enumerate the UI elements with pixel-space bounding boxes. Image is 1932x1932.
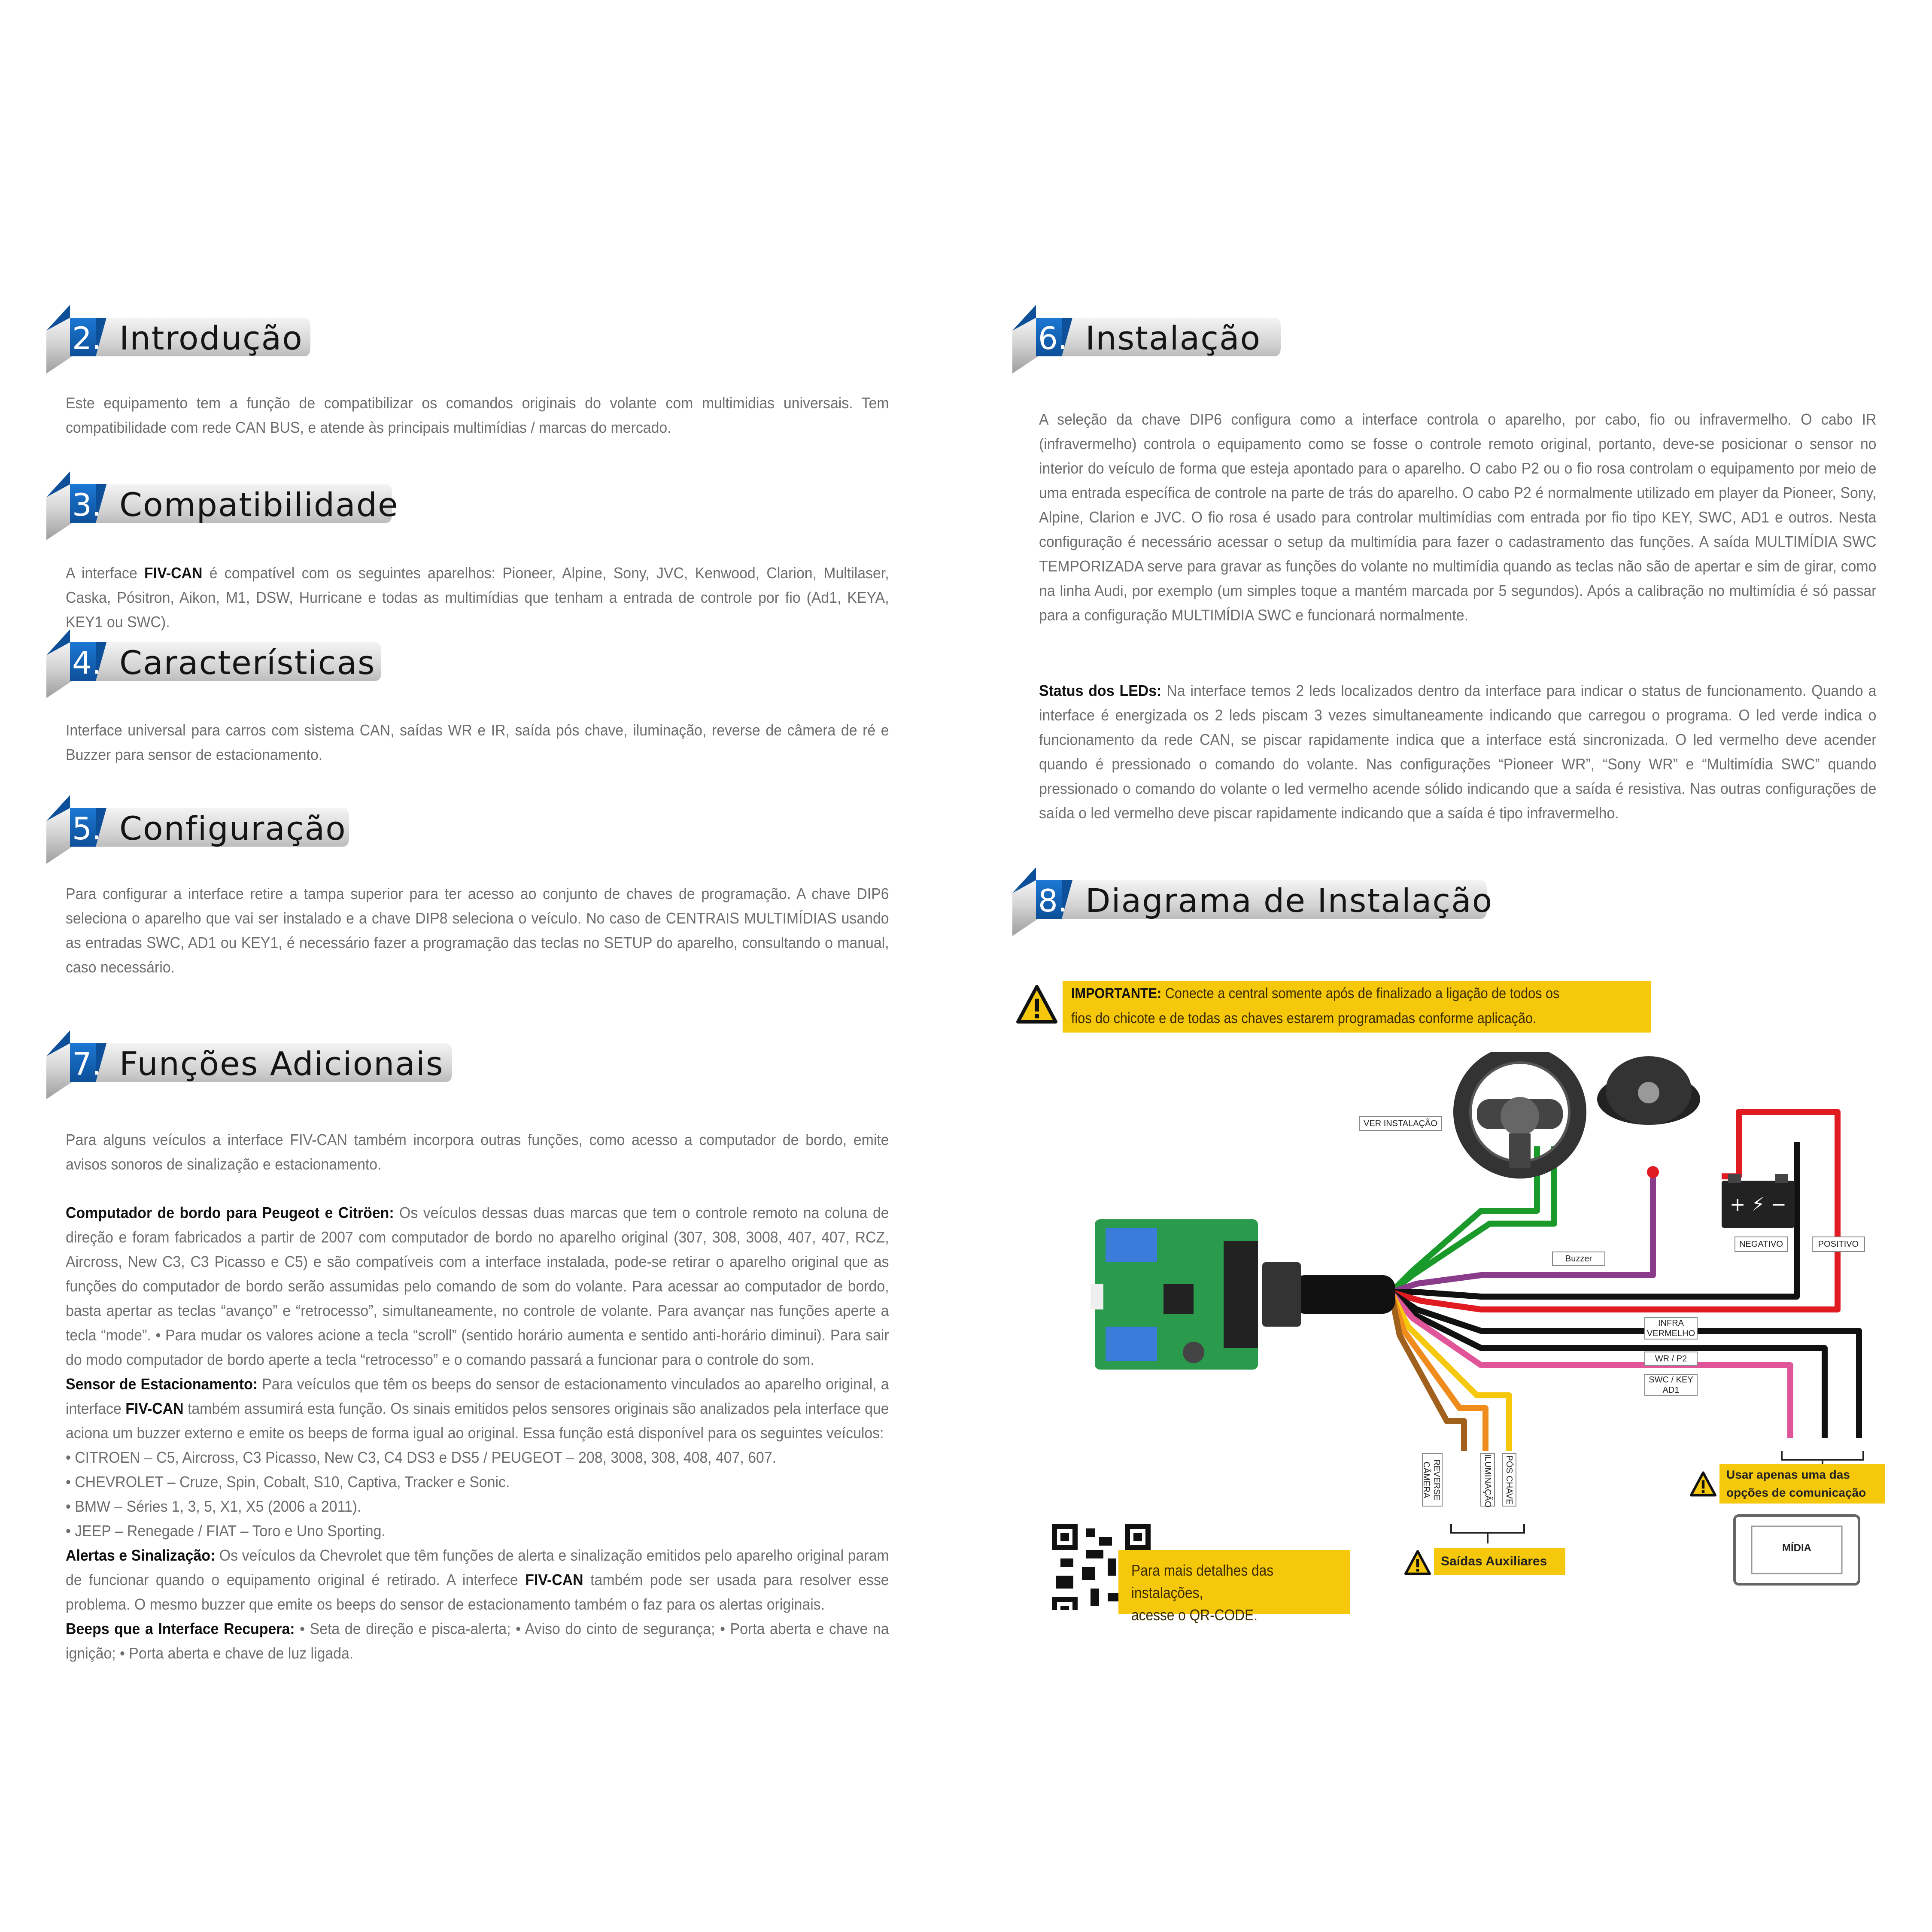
beeps-paragraph: [66, 1616, 889, 1665]
product-name: FIV-CAN: [125, 1400, 184, 1417]
caract-paragraph: Interface universal para carros com sistema CAN, saídas WR e IR, saída pós chave, iluminação, reverse de câmera de ré e Buzzer para sensor de estacionamento.: [66, 721, 889, 763]
important-text-1: Conecte a central somente após de finalizado a ligação de todos os: [1161, 985, 1560, 1002]
battery-icon: [1722, 1174, 1795, 1228]
section-header-config: [46, 795, 355, 860]
instal-text: [1039, 407, 1877, 627]
section-number: 7.: [72, 1046, 102, 1082]
section-number: 2.: [72, 320, 102, 356]
caract-text: [66, 718, 889, 767]
important-box: [1063, 981, 1651, 1033]
section-title: Características: [119, 644, 376, 682]
config-paragraph: Para configurar a interface retire a tampa superior para ter acesso ao conjunto de chaves de programação. A chave DIP6 seleciona o aparelho que vai ser instalado e a chave DIP8 seleciona o veículo. No caso de CENTRAIS MULTIMÍDIAS usando as entradas SWC, AD1 ou KEY1, é necessário fazer a programação das teclas no SETUP do aparelho, consultando o manual, caso necessário.: [66, 885, 889, 976]
funcoes-intro-text: Para alguns veículos a interface FIV-CAN também incorpora outras funções, como acesso a computador de bordo, emite avisos sonoros de sinalização e estacionamento.: [66, 1131, 889, 1173]
section-number: 5.: [72, 811, 102, 847]
section-number: 8.: [1038, 883, 1068, 919]
sensor-text-b: também assumirá esta função. Os sinais emitidos pelos sensores originais são analizados pela interface que aciona um buzzer externo e emite os beeps de forma igual ao original. Essa função está disponível para os seguintes veículos:: [66, 1400, 889, 1442]
funcoes-body: [66, 1200, 889, 1665]
label-midia: MÍDIA: [1782, 1542, 1811, 1554]
compat-post: é compatível com os seguintes aparelhos: Pioneer, Alpine, Sony, JVC, Kenwood, Clarion, Multilaser, Caska, Pósitron, Aikon, M1, DSW, Hurricane e todas as multimídias que tenham a entrada de controle por fio (Ad1, KEYA, KEY1 ou SWC).: [66, 564, 889, 631]
instal-paragraph: A seleção da chave DIP6 configura como a interface controla o aparelho, por cabo, fio ou infravermelho. O cabo IR (infravermelho) controla o equipamento como se fosse o controle remoto original, portanto, deve-se posicionar o sensor no interior do veículo de forma que esteja apontado para o aparelho. O cabo P2 ou o fio rosa controlam o equipamento por meio de uma entrada específica de controle na parte de trás do aparelho. O cabo P2 é normalmente utilizado em player da Pioneer, Sony, Alpine, Clarion e JVC. O fio rosa é usado para controlar multimídias com entrada por fio tipo KEY, SWC, AD1 e outros. Nesta configuração é necessário acessar o setup da multimídia para fazer o cadastramento das funções. A saída MULTIMÍDIA SWC TEMPORIZADA serve para gravar as funções do volante no multimídia quando as teclas não são de apertar e sim de girar, como na linha Audi, por exemplo (um simples toque a mantém marcada por 5 segundos). Após a calibração no multimídia é só passar para a configuração MULTIMÍDIA SWC e funcionará normalmente.: [1039, 410, 1877, 624]
sensor-text-a: Para veículos que têm os beeps do sensor de estacionamento vinculados ao aparelho original, a interface: [66, 1375, 889, 1417]
label-buzzer: Buzzer: [1552, 1252, 1605, 1266]
compat-pre: A interface: [66, 564, 145, 582]
sensor-paragraph: [66, 1372, 889, 1445]
label-pos-chave: PÓS CHAVE: [1502, 1453, 1516, 1507]
label-iluminacao: ILUMINAÇÃO: [1480, 1453, 1495, 1507]
usar-line-1: Usar apenas uma das: [1726, 1468, 1850, 1481]
section-number: 3.: [72, 487, 102, 523]
label-negativo: NEGATIVO: [1735, 1236, 1788, 1252]
config-text: [66, 881, 889, 979]
intro-paragraph: Este equipamento tem a função de compatibilizar os comandos originais do volante com multimidias universais. Tem compatibilidade com rede CAN BUS, e atende às principais multimídias / marcas do mercado.: [66, 394, 889, 436]
alertas-paragraph: [66, 1543, 889, 1616]
beeps-label: Beeps que a Interface Recupera:: [66, 1620, 295, 1637]
section-header-instal: [1012, 305, 1287, 369]
section-header-funcoes: [46, 1030, 459, 1095]
label-wr-p2: WR / P2: [1644, 1352, 1698, 1366]
qr-text-line2: acesse o QR-CODE.: [1131, 1606, 1258, 1624]
svg-text:+ ⚡ −: + ⚡ −: [1729, 1194, 1787, 1215]
usar-apenas-box: [1719, 1464, 1885, 1504]
label-reverse-line1: REVERSE: [1432, 1459, 1441, 1501]
qr-info-box: [1118, 1550, 1350, 1624]
section-title: Introdução: [119, 319, 303, 357]
computador-label: Computador de bordo para Peugeot e Citröen:: [66, 1204, 394, 1221]
vehicle-item: • CHEVROLET – Cruze, Spin, Cobalt, S10, Captiva, Tracker e Sonic.: [66, 1473, 510, 1491]
vehicle-item: • BMW – Séries 1, 3, 5, X1, X5 (2006 a 2011).: [66, 1498, 361, 1515]
leds-text: [1039, 678, 1877, 825]
vehicle-item: • JEEP – Renegade / FIAT – Toro e Uno Sporting.: [66, 1522, 386, 1540]
leds-paragraph: Na interface temos 2 leds localizados dentro da interface para indicar o status de funcionamento. Quando a interface é energizada os 2 leds piscam 3 vezes simultaneamente indicando que carregou o programa. O led verde indica o funcionamento da rede CAN, se piscar rapidamente indica que a interface está sincronizada. O led vermelho deve acender quando é pressionado o comando do volante. Nas configurações “Pioneer WR”, “Sony WR” e “Multimídia SWC” quando pressionado o comando do volante o led vermelho acende sólido indicando que a saída é resistiva. Nas outras configurações de saída o led vermelho deve piscar rapidamente indicando que a saída é tipo infravermelho.: [1039, 682, 1877, 822]
section-title: Compatibilidade: [119, 486, 399, 524]
section-title: Configuração: [119, 809, 346, 848]
wiring-diagram: [1052, 1052, 1868, 1610]
bracket-auxiliares: [1451, 1524, 1524, 1543]
qr-text-line1: Para mais detalhes das instalações,: [1131, 1561, 1274, 1601]
section-number: 4.: [72, 645, 102, 681]
compat-text: [66, 561, 889, 634]
important-line-2: fios do chicote e de todas as chaves estarem programadas conforme aplicação.: [1071, 1010, 1537, 1027]
computador-text: Os veículos dessas duas marcas que tem o controle remoto na coluna de direção e foram fabricados a partir de 2007 com computador de bordo no aparelho original (307, 308, 3008, 407, 407, RCZ, Aircross, New C3, C3 Picasso e C5) e são compatíveis com a interface instalada, pode-se retirar o aparelho original que as funções do computador de bordo serão assumidas pelo comando de som do volante. Para acessar ao computador de bordo, basta apertar as teclas “avanço” e “retrocesso”, simultaneamente, no controle de volante. Para avançar nas funções aperte a tecla “mode”. • Para mudar os valores acione a tecla “scroll” (sentido horário aumenta e sentido anti-horário diminui). Para sair do modo computador de bordo aperte a tecla “retrocesso” e o comando passará a funcionar para o controle do som.: [66, 1204, 889, 1368]
vehicle-item: • CITROEN – C5, Aircross, C3 Picasso, New C3, C4 DS3 e DS5 / PEUGEOT – 208, 3008, 308, 408, 407, 607.: [66, 1449, 777, 1466]
harness-sleeve: [1292, 1275, 1395, 1314]
section-header-caract: [46, 629, 390, 694]
alertas-label: Alertas e Sinalização:: [66, 1546, 216, 1564]
steering-wheel-icon: [1462, 1054, 1578, 1170]
wire-purple: [1391, 1172, 1653, 1292]
leds-label: Status dos LEDs:: [1039, 682, 1162, 699]
important-label: IMPORTANTE:: [1071, 985, 1162, 1002]
section-title: Instalação: [1085, 319, 1261, 357]
label-reverse-line2: CÂMERA: [1422, 1461, 1431, 1498]
section-header-diagrama: [1012, 867, 1493, 932]
section-title: Funções Adicionais: [119, 1045, 444, 1083]
section-header-intro: [46, 305, 321, 369]
product-name: FIV-CAN: [144, 564, 203, 582]
important-line-1: [1071, 981, 1651, 1006]
label-positivo: POSITIVO: [1812, 1236, 1865, 1252]
label-ver-instalacao: VER INSTALAÇÃO: [1359, 1116, 1442, 1131]
product-name: FIV-CAN: [525, 1571, 583, 1589]
section-title: Diagrama de Instalação: [1085, 881, 1493, 920]
label-swc-key: [1644, 1374, 1698, 1396]
label-infra-line2: VERMELHO: [1646, 1329, 1695, 1338]
label-reverse-camera: [1422, 1453, 1443, 1507]
usar-warning-icon: [1689, 1470, 1717, 1498]
label-infra-vermelho: [1644, 1317, 1698, 1340]
intro-text: [66, 391, 889, 440]
usar-line-2: opções de comunicação: [1726, 1486, 1866, 1499]
interface-board: [1091, 1219, 1258, 1370]
label-infra-line1: INFRA: [1658, 1318, 1684, 1328]
section-header-compat: [46, 471, 398, 536]
saidas-auxiliares-box: Saídas Auxiliares: [1434, 1548, 1565, 1575]
alertas-text-a: Os veículos da Chevrolet que têm funções de alerta e sinalização emitidos pelo aparelho original param de funcionar quando o equipamento original é retirado. A interfece: [66, 1546, 889, 1589]
buzzer-icon: [1597, 1056, 1700, 1178]
label-swc-line2: AD1: [1662, 1385, 1680, 1395]
beeps-text: • Seta de direção e pisca-alerta; • Aviso do cinto de segurança; • Porta aberta e chave na ignição; • Porta aberta e chave de luz ligada.: [66, 1620, 889, 1662]
computador-paragraph: [66, 1200, 889, 1372]
alertas-text-b: também pode ser usada para resolver esse problema. O mesmo buzzer que emite os beeps do sensor de estacionamento também o faz para os alertas originais.: [66, 1571, 889, 1613]
sensor-label: Sensor de Estacionamento:: [66, 1375, 258, 1393]
funcoes-intro: [66, 1127, 889, 1176]
label-swc-line1: SWC / KEY: [1649, 1375, 1693, 1385]
section-number: 6.: [1038, 320, 1068, 356]
important-warning-icon: [1015, 983, 1058, 1026]
connector: [1262, 1262, 1301, 1327]
saidas-warning-icon: [1404, 1549, 1431, 1577]
